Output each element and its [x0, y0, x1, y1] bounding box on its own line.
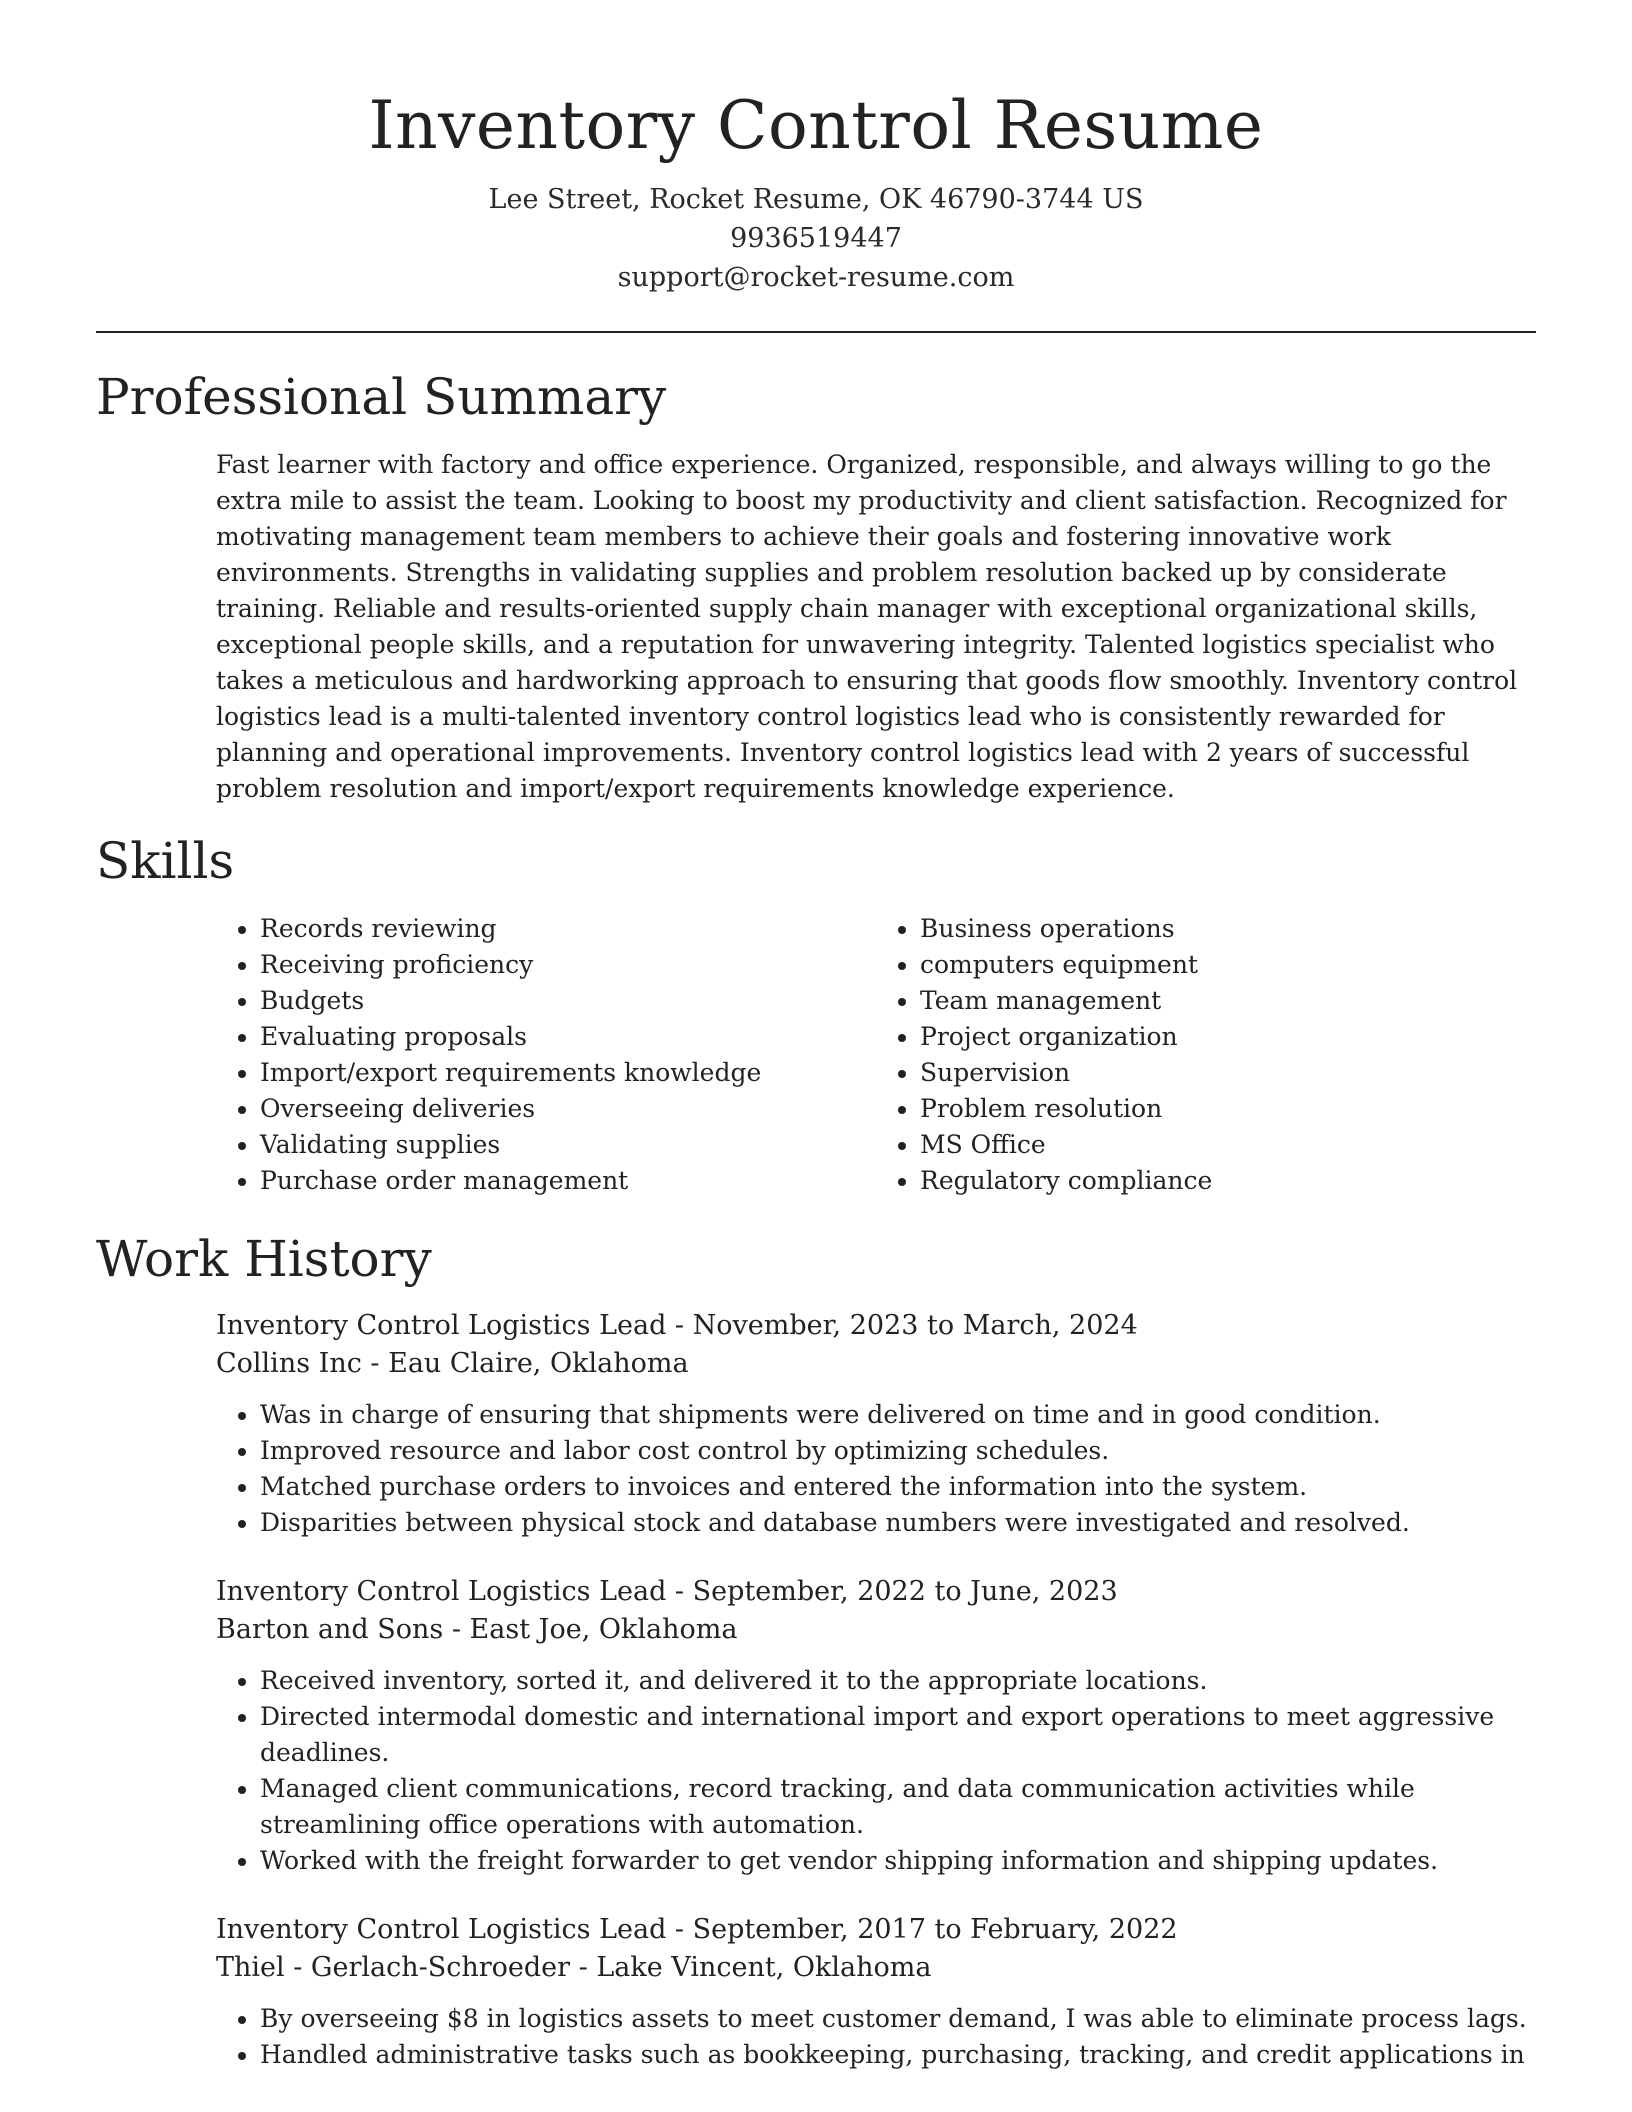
- contact-address: Lee Street, Rocket Resume, OK 46790-3744 US: [488, 184, 1144, 215]
- skill-item: • MS Office: [920, 1127, 1536, 1163]
- duty-item: • Worked with the freight forwarder to get vendor shipping information and shipping updates.: [260, 1843, 1536, 1879]
- skill-item: • computers equipment: [920, 947, 1536, 983]
- skill-item: • Budgets: [260, 983, 876, 1019]
- contact-phone: 9936519447: [730, 223, 902, 254]
- job-company: Collins Inc - Eau Claire, Oklahoma: [216, 1348, 689, 1379]
- job-entry: [216, 1573, 1536, 1879]
- duty-item: • Matched purchase orders to invoices and entered the information into the system.: [260, 1469, 1536, 1505]
- skill-item: • Team management: [920, 983, 1536, 1019]
- skill-item: • Supervision: [920, 1055, 1536, 1091]
- contact-email: support@rocket-resume.com: [617, 262, 1015, 293]
- contact-block: [96, 180, 1536, 297]
- skills-grid: [216, 911, 1536, 1199]
- duty-item: • Improved resource and labor cost control by optimizing schedules.: [260, 1433, 1536, 1469]
- summary-text: Fast learner with factory and office experience. Organized, responsible, and always willing to go the extra mile to assist the team. Looking to boost my productivity and client satisfaction. Recognized for motivating management team members to achieve their goals and fostering innovative work environments. Strengths in validating supplies and problem resolution backed up by considerate training. Reliable and results-oriented supply chain manager with exceptional organizational skills, exceptional people skills, and a reputation for unwavering integrity. Talented logistics specialist who takes a meticulous and hardworking approach to ensuring that goods flow smoothly. Inventory control logistics lead is a multi-talented inventory control logistics lead who is consistently rewarded for planning and operational improvements. Inventory control logistics lead with 2 years of successful problem resolution and import/export requirements knowledge experience.: [216, 450, 1518, 803]
- skill-item: • Overseeing deliveries: [260, 1091, 876, 1127]
- job-title-dates: Inventory Control Logistics Lead - September, 2022 to June, 2023: [216, 1576, 1118, 1607]
- skill-item: • Problem resolution: [920, 1091, 1536, 1127]
- skills-section: [96, 831, 1536, 1199]
- job-duties: [216, 1397, 1536, 1541]
- job-entry: [216, 1307, 1536, 1541]
- job-company: Barton and Sons - East Joe, Oklahoma: [216, 1614, 738, 1645]
- work-history-section: [96, 1229, 1536, 2073]
- resume-header: [96, 0, 1536, 297]
- duty-item: • By overseeing $8 in logistics assets to meet customer demand, I was able to eliminate process lags.: [260, 2001, 1536, 2037]
- skills-list-right: [876, 911, 1536, 1199]
- duty-item: • Directed intermodal domestic and international import and export operations to meet aggressive deadlines.: [260, 1699, 1536, 1771]
- skill-item: • Records reviewing: [260, 911, 876, 947]
- skill-item: • Project organization: [920, 1019, 1536, 1055]
- duty-item: • Was in charge of ensuring that shipments were delivered on time and in good condition.: [260, 1397, 1536, 1433]
- skill-item: • Import/export requirements knowledge: [260, 1055, 876, 1091]
- resume-page: [96, 0, 1536, 2073]
- resume-title: Inventory Control Resume: [368, 87, 1264, 164]
- skill-item: • Evaluating proposals: [260, 1019, 876, 1055]
- work-history-heading: Work History: [96, 1230, 432, 1288]
- skill-item: • Validating supplies: [260, 1127, 876, 1163]
- duty-item: • Received inventory, sorted it, and delivered it to the appropriate locations.: [260, 1663, 1536, 1699]
- duty-item: • Disparities between physical stock and database numbers were investigated and resolved.: [260, 1505, 1536, 1541]
- duty-item: • Managed client communications, record tracking, and data communication activities while streamlining office operations with automation.: [260, 1771, 1536, 1843]
- summary-heading: Professional Summary: [96, 368, 667, 426]
- job-duties: [216, 1663, 1536, 1879]
- skill-item: • Regulatory compliance: [920, 1163, 1536, 1199]
- job-entry: [216, 1911, 1536, 2073]
- skill-item: • Purchase order management: [260, 1163, 876, 1199]
- job-company: Thiel - Gerlach-Schroeder - Lake Vincent, Oklahoma: [216, 1952, 932, 1983]
- skill-item: • Business operations: [920, 911, 1536, 947]
- skills-list-left: [216, 911, 876, 1199]
- duty-item: • Handled administrative tasks such as bookkeeping, purchasing, tracking, and credit applications in: [260, 2037, 1536, 2073]
- header-divider: [96, 331, 1536, 333]
- job-duties: [216, 2001, 1536, 2073]
- job-title-dates: Inventory Control Logistics Lead - November, 2023 to March, 2024: [216, 1310, 1138, 1341]
- summary-section: [96, 367, 1536, 807]
- skills-heading: Skills: [96, 832, 235, 890]
- job-title-dates: Inventory Control Logistics Lead - September, 2017 to February, 2022: [216, 1914, 1178, 1945]
- skill-item: • Receiving proficiency: [260, 947, 876, 983]
